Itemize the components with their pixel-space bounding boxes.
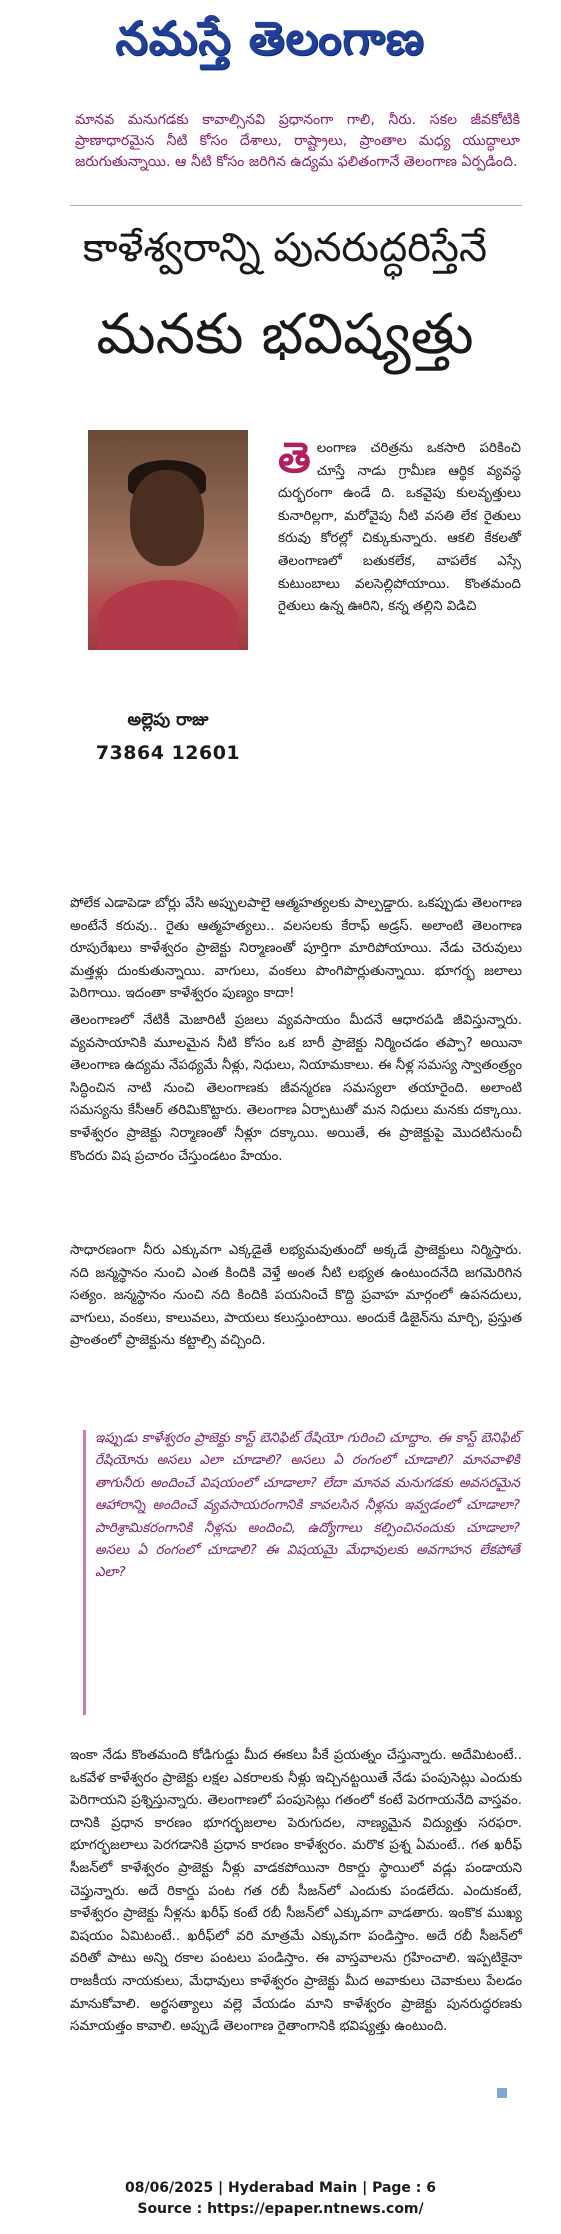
headline-line-1: కాళేశ్వరాన్ని పునరుద్ధరిస్తేనే (82, 225, 488, 271)
end-of-article-mark (497, 2088, 507, 2098)
article-paragraph-3: సాధారణంగా నీరు ఎక్కువగా ఎక్కడైతే లభ్యమవుతుందో అక్కడే ప్రాజెక్టులు నిర్మిస్తారు. నది జన్మస్థానం నుంచి ఎంత కిందికి వెళ్తే అంత నీటి లభ్యత ఉంటుందనేది జగమెరిగిన సత్యం. జన్మస్థానం నుంచి నది కిందికి పయనించే కొద్ది ప్రవాహ మార్గంలో ఉపనదులు, వాగులు, వంకలు, కాలువలు, పాయలు కలుస్తుంటాయి. అందుకే డిజైన్‌ను మార్చి, ప్రస్తుత ప్రాంతంలో ప్రాజెక్టును కట్టాల్సి వచ్చింది. (70, 1243, 522, 1349)
article-opening-column (278, 433, 521, 619)
drop-cap: తె (278, 433, 311, 482)
divider (70, 205, 522, 206)
headline-line-2: మనకు భవిష్యత్తు (96, 302, 474, 367)
photo-face (130, 470, 204, 566)
pull-quote-bar (83, 1430, 86, 1715)
intro-blurb: మానవ మనుగడకు కావాల్సినవి ప్రధానంగా గాలి, నీరు. సకల జీవకోటికి ప్రాణాధారమైన నీటి కోసం దేశాలు, రాష్ట్రాలు, ప్రాంతాల మధ్య యుద్ధాలూ జరుగుతున్నాయి. ఆ నీటి కోసం జరిగిన ఉద్యమ ఫలితంగానే తెలంగాణ ఏర్పడింది. (75, 112, 520, 170)
author-phone: 73864 12601 (95, 742, 241, 764)
newspaper-masthead: నమస్తే తెలంగాణ (115, 11, 425, 65)
article-paragraph-1: లంగాణ చరిత్రను ఒకసారి పరికించి చూస్తే నాడు గ్రామీణ ఆర్థిక వ్యవస్థ దుర్భరంగా ఉండే ది. ఒకవైపు కులవృత్తులు కునారిల్లగా, మరోవైపు నీటి వసతి లేక రైతులు కరువు కోరల్లో చిక్కుకున్నారు. ఆకలి కేకలతో తెలంగాణలో బతుకలేక, వాపలేక ఎస్సే కుటుంబాలు వలసెల్లిపోయాయి. కొంతమంది రైతులు ఉన్న ఊరిని, కన్న తల్లిని విడిచి (278, 441, 521, 615)
author-name: అల్లెపు రాజు (127, 710, 209, 730)
page-info-footer: 08/06/2025 | Hyderabad Main | Page : 6 (124, 2180, 437, 2196)
pull-quote: ఇప్పుడు కాళేశ్వరం ప్రాజెక్టు కాస్ట్ బెనిఫిట్ రేషియో గురించి చూద్దాం. ఈ కాస్ట్ బెనిఫిట్ రేషియోను అసలు ఎలా చూడాలి? అసలు ఏ రంగంలో చూడాలి? మానవాళికి తాగునీరు అందించే విషయంలో చూడాలా? లేదా మానవ మనుగడకు అవసరమైన ఆహారాన్ని అందించే వ్యవసాయరంగానికి కావలసిన నీళ్లను ఇవ్వడంలో చూడాలా? పారిశ్రామికరంగానికి నీళ్లను అందించి, ఉద్యోగాలు కల్పించినందుకు చూడాలా? అసలు ఏ రంగంలో చూడాలి? ఈ విషయమై మేధావులకు అవగాహన లేకపోతే ఎలా? (95, 1431, 520, 1581)
source-footer: Source : https://epaper.ntnews.com/ (137, 2201, 424, 2217)
article-paragraph-2: తెలంగాణలో నేటికీ మెజారిటీ ప్రజలు వ్యవసాయం మీదనే ఆధారపడి జీవిస్తున్నారు. వ్యవసాయానికి మూలమైన నీటి కోసం ఒక బారీ ప్రాజెక్టు నిర్మించడం తప్పా? అయినా తెలంగాణ ఉద్యమ నేపథ్యమే నీళ్లు, నిధులు, నియామకాలు. ఈ నీళ్ల సమస్య స్వాతంత్ర్యం సిద్ధించిన నాటి నుంచి తెలంగాణకు జీవన్మరణ సమస్యలా తయారైంది. అలాంటి సమస్యను కేసీఆర్ తరిమికొట్టారు. తెలంగాణ ఏర్పాటుతో మన నిధులు మనకు దక్కాయి. కాళేశ్వరం ప్రాజెక్టు నిర్మాణంతో నీళ్లూ దక్కాయి. అయితే, ఈ ప్రాజెక్టుపై మొదటినుంచీ కొందరు విష ప్రచారం చేస్తుండటం హేయం. (70, 1013, 522, 1164)
author-photo (88, 430, 248, 650)
photo-shirt (98, 580, 238, 650)
article-paragraph-1-continued: పోలేక ఎడాపెడా బోర్లు వేసి అప్పులపాలై ఆత్మహత్యలకు పాల్పడ్డారు. ఒకప్పుడు తెలంగాణ అంటేనే కరువు.. రైతు ఆత్మహత్యలు.. వలసలకు కేరాఫ్ అడ్రస్. అలాంటి తెలంగాణ రూపురేఖలు కాళేశ్వరం ప్రాజెక్టు నిర్మాణంతో పూర్తిగా మారిపోయాయి. నేడు చెరువులు మత్తళ్లు దుంకుతున్నాయి. వాగులు, వంకలు పొంగిపొర్లుతున్నాయి. భూగర్భ జలాలు పెరిగాయి. ఇదంతా కాళేశ్వరం పుణ్యం కాదా! (70, 896, 522, 1002)
article-paragraph-4: ఇంకా నేడు కొంతమంది కోడిగుడ్డు మీద ఈకలు పీకే ప్రయత్నం చేస్తున్నారు. అదేమిటంటే.. ఒకవేళ కాళేశ్వరం ప్రాజెక్టు లక్షల ఎకరాలకు నీళ్లు ఇచ్చినట్టయితే నేడు పంపుసెట్లు ఎందుకు పెరిగాయని ప్రశ్నిస్తున్నారు. తెలంగాణలో పంపుసెట్లు గతంలో కంటే పెరగాయనేది వాస్తవం. దానికి ప్రధాన కారణం భూగర్భజలాల పెరుగుదల, నాణ్యమైన విద్యుత్తు సరఫరా. భూగర్భజలాలు పెరగడానికి ప్రధాన కారణం కాళేశ్వరం. మరొక ప్రశ్న ఏమంటే.. గత ఖరీఫ్ సీజన్‌లో కాళేశ్వరం ప్రాజెక్టు నీళ్లు వాడకపోయినా రికార్డు స్థాయిలో వడ్లు పండాయని చెప్తున్నారు. అదే రికార్డు పంట గత రబీ సీజన్‌లో ఎందుకు పండలేదు. ఎందుకంటే, కాళేశ్వరం ప్రాజెక్టు నీళ్లను ఖరీఫ్ కంటే రబీ సీజన్‌లో ఎక్కువగా వాడతారు. ఇంకొక ముఖ్య విషయం ఏమిటంటే.. ఖరీఫ్‌లో వరి మాత్రమే ఎక్కువగా పండిస్తాం. అదే రబీ సీజన్‌లో వరితో పాటు అన్ని రకాల పంటలు పండిస్తాం. ఈ వాస్తవాలను గ్రహించాలి. ఇప్పటికైనా రాజకీయ నాయకులు, మేధావులు కాళేశ్వరం ప్రాజెక్టు మీద అవాకులు చెవాకులు పేలడం మానుకోవాలి. అర్థసత్యాలు వల్లె వేయడం మాని కాళేశ్వరం ప్రాజెక్టు పునరుద్ధరణకు సమాయత్తం కావాలి. అప్పుడే తెలంగాణ రైతాంగానికి భవిష్యత్తు ఉంటుంది. (70, 1748, 522, 2035)
